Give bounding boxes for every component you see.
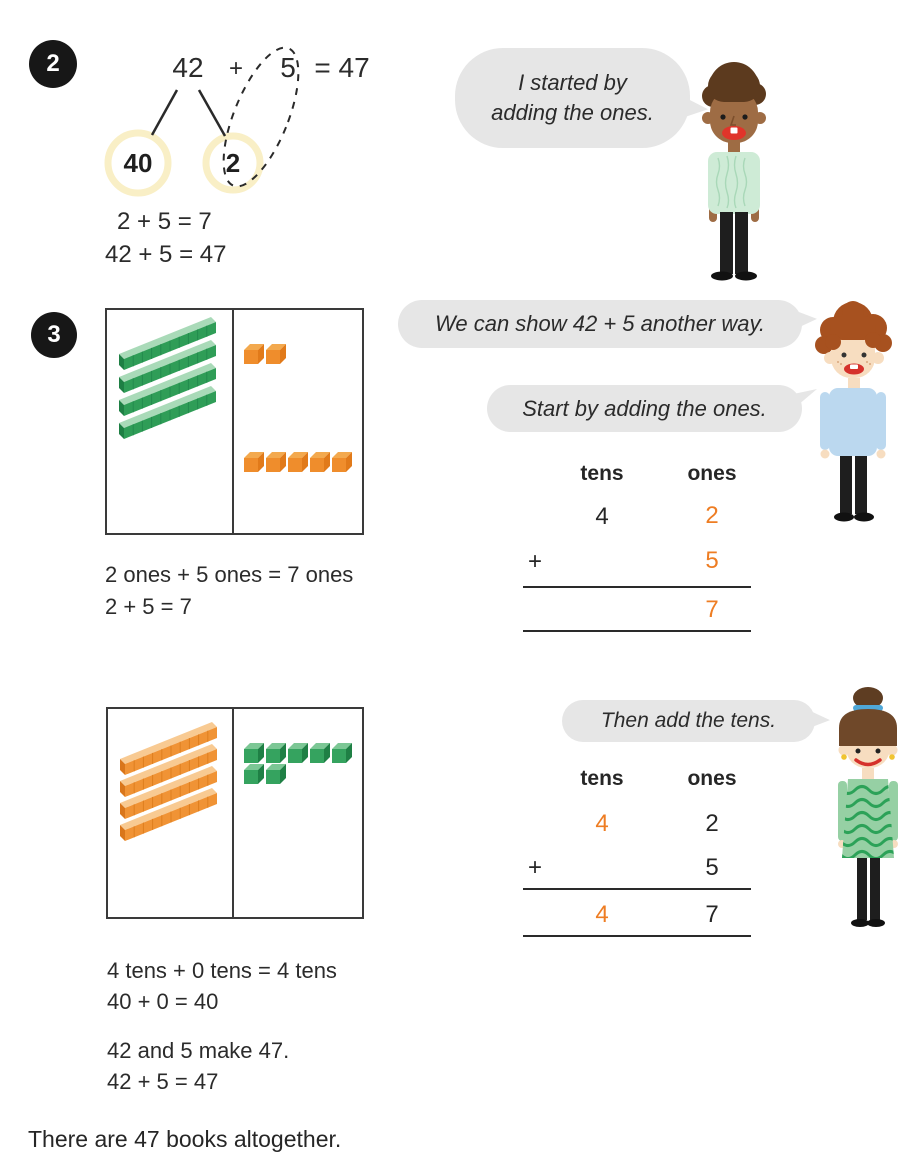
row1-ones: 2 — [705, 502, 719, 529]
ones-caption-words: 2 ones + 5 ones = 7 ones — [105, 562, 354, 587]
conclusion-equation: 42 + 5 = 47 — [107, 1069, 219, 1094]
speech-text: Then add the tens. — [600, 709, 777, 732]
q2-working-line-1: 2 + 5 = 7 — [117, 208, 212, 235]
row1-tens: 4 — [595, 503, 609, 530]
equation-addend-a: 42 — [172, 52, 204, 83]
column-addition-ones-step — [515, 457, 765, 637]
student-character-redhead — [803, 300, 903, 535]
bond-part-right: 2 — [225, 148, 241, 178]
bond-line-right — [199, 90, 225, 136]
ones-header: ones — [687, 767, 737, 790]
sum-line-top — [523, 888, 751, 890]
part-whole-model — [95, 40, 395, 275]
equation-plus: + — [228, 55, 244, 82]
plus-sign: + — [527, 548, 542, 575]
question-3-badge: 3 — [31, 312, 77, 358]
total-tens: 4 — [595, 901, 609, 928]
tens-header: tens — [580, 462, 624, 485]
column-addition-tens-step — [515, 762, 765, 942]
tens-caption-equation: 40 + 0 = 40 — [107, 989, 219, 1014]
sum-line-bottom — [523, 935, 751, 937]
speech-bubble-start-ones — [487, 385, 802, 432]
row2-ones: 5 — [705, 854, 719, 881]
teacher-character-bun — [815, 686, 920, 946]
place-value-box-ones-step — [105, 308, 364, 535]
total-ones: 7 — [705, 596, 719, 623]
total-ones: 7 — [705, 901, 719, 928]
conclusion-words: 42 and 5 make 47. — [107, 1038, 290, 1063]
speech-text: Start by adding the ones. — [522, 395, 767, 421]
plus-sign: + — [527, 854, 542, 881]
bond-line-left — [152, 90, 177, 135]
tens-caption-words: 4 tens + 0 tens = 4 tens — [107, 958, 337, 983]
equation-addend-b: 5 — [280, 52, 296, 83]
ones-header: ones — [687, 462, 737, 485]
bond-part-left: 40 — [123, 148, 153, 178]
speech-bubble-started-ones — [455, 48, 690, 148]
answer-sentence: There are 47 books altogether. — [28, 1126, 342, 1152]
row1-tens: 4 — [595, 810, 609, 837]
equation-result: = 47 — [314, 52, 370, 83]
place-value-box-tens-step — [106, 707, 364, 919]
speech-line-1: I started by — [518, 70, 627, 95]
sum-line-top — [523, 586, 751, 588]
speech-bubble-add-tens — [562, 700, 815, 742]
speech-line-2: adding the ones. — [491, 100, 654, 125]
speech-text: We can show 42 + 5 another way. — [435, 311, 765, 336]
ones-cubes-green — [234, 709, 362, 917]
row1-ones: 2 — [705, 810, 719, 837]
tens-rods-green — [107, 310, 232, 533]
q2-working-line-2: 42 + 5 = 47 — [105, 241, 227, 268]
row2-ones: 5 — [705, 547, 719, 574]
student-character-boy — [693, 60, 775, 285]
question-2-badge: 2 — [29, 40, 77, 88]
ones-cubes-orange — [234, 310, 362, 533]
tens-rods-orange — [108, 709, 232, 917]
ones-caption-equation: 2 + 5 = 7 — [105, 594, 192, 619]
tens-header: tens — [580, 767, 624, 790]
sum-line-bottom — [523, 630, 751, 632]
speech-bubble-another-way — [398, 300, 802, 348]
